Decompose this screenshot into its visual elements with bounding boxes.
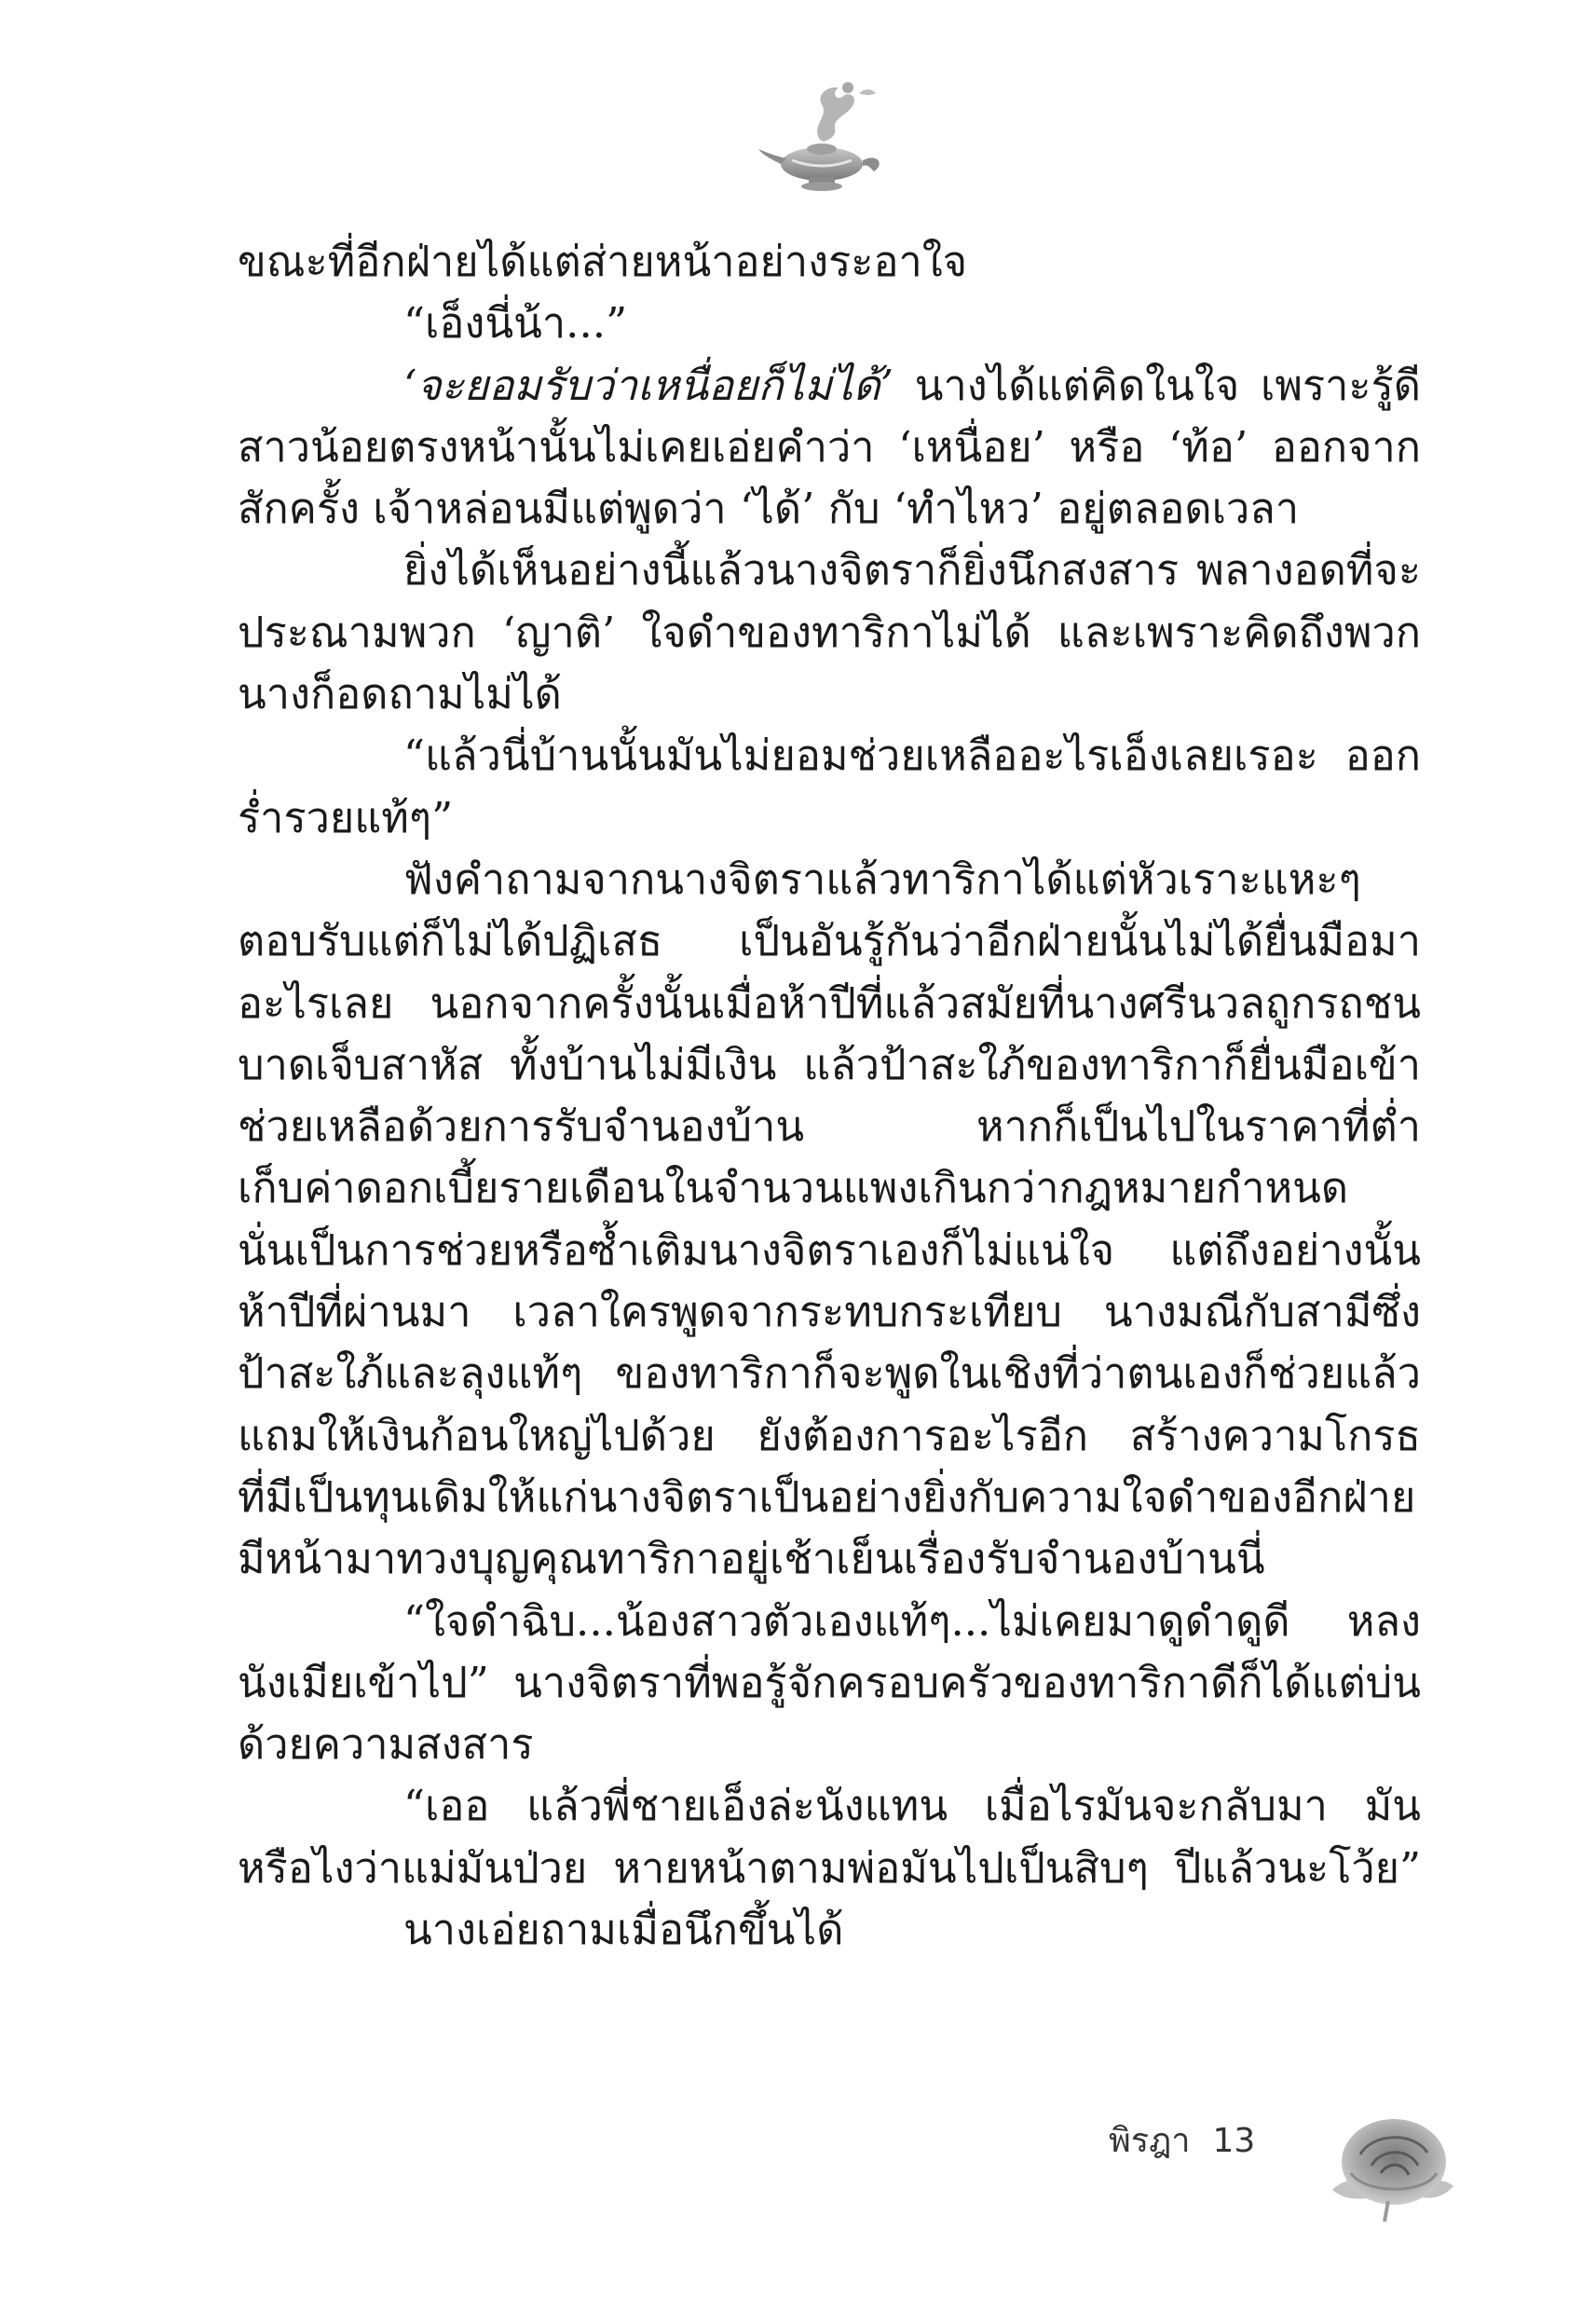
text-line — [238, 1034, 1421, 1096]
line-text: ร่ำรวยแท้ๆ” — [238, 792, 454, 842]
text-line — [238, 663, 1421, 725]
page-number: 13 — [1212, 2122, 1256, 2160]
text-line — [238, 602, 1421, 663]
text-line — [238, 787, 1421, 849]
line-text: ตอบรับแต่ก็ไม่ได้ปฏิเสธ เป็นอันรู้กันว่าอีกฝ่ายนั้นไม่ได้ยื่นมือมา — [238, 916, 1421, 966]
line-text: “เออ แล้วพี่ชายเอ็งล่ะนังแทน เมื่อไรมันจะกลับมา มัน — [403, 1781, 1421, 1831]
text-line — [238, 1528, 1421, 1590]
text-line — [238, 1405, 1421, 1467]
line-text: ป้าสะใภ้และลุงแท้ๆ ของทาริกาก็จะพูดในเชิงที่ว่าตนเองก็ช่วยแล้ว — [238, 1348, 1421, 1399]
line-text: นางเอ่ยถามเมื่อนึกขึ้นได้ — [403, 1905, 844, 1955]
text-line — [238, 417, 1421, 478]
line-text: ห้าปีที่ผ่านมา เวลาใครพูดจากระทบกระเทียบ นางมณีกับสามีซึ่ง — [238, 1287, 1421, 1337]
line-text: มีหน้ามาทวงบุญคุณทาริกาอยู่เช้าเย็นเรื่องรับจำนองบ้านนี่ — [238, 1534, 1265, 1584]
line-text: เก็บค่าดอกเบี้ยรายเดือนในจำนวนแพงเกินกว่ากฎหมายกำหนด — [238, 1163, 1349, 1213]
line-text: ยิ่งได้เห็นอย่างนี้แล้วนางจิตราก็ยิ่งนึกสงสาร พลางอดที่จะ — [403, 545, 1421, 595]
page-footer — [1109, 2097, 1500, 2255]
text-line — [238, 1775, 1421, 1837]
line-text: ช่วยเหลือด้วยการรับจำนองบ้าน หากก็เป็นไปในราคาที่ต่ำ — [238, 1101, 1421, 1152]
text-line — [238, 849, 1421, 910]
text-line — [238, 1838, 1421, 1899]
line-text: แถมให้เงินก้อนใหญ่ไปด้วย ยังต้องการอะไรอีก สร้างความโกรธ — [238, 1410, 1421, 1460]
line-text: อะไรเลย นอกจากครั้งนั้นเมื่อห้าปีที่แล้วสมัยที่นางศรีนวลถูกรถชน — [238, 978, 1421, 1028]
text-line — [238, 355, 1421, 417]
text-line — [238, 1343, 1421, 1404]
text-line — [238, 1467, 1421, 1528]
line-text: ด้วยความสงสาร — [238, 1719, 534, 1770]
book-title: พิรฎา — [1109, 2122, 1191, 2160]
text-line — [238, 231, 1421, 293]
text-line — [238, 1157, 1421, 1219]
line-text: ประณามพวก ‘ญาติ’ ใจดำของทาริกาไม่ได้ และเพราะคิดถึงพวก — [238, 607, 1421, 657]
line-text: นังเมียเข้าไป” นางจิตราที่พอรู้จักครอบครัวของทาริกาดีก็ได้แต่บ่น — [238, 1657, 1421, 1707]
italic-phrase: ‘จะยอมรับว่าเหนื่อยก็ไม่ได้’ — [403, 360, 894, 410]
text-line — [238, 478, 1421, 540]
line-text: “เอ็งนี่น้า...” — [403, 298, 628, 349]
line-text: สักครั้ง เจ้าหล่อนมีแต่พูดว่า ‘ได้’ กับ ‘ทำไหว’ อยู่ตลอดเวลา — [238, 484, 1300, 534]
line-text: นั่นเป็นการช่วยหรือซ้ำเติมนางจิตราเองก็ไม่แน่ใจ แต่ถึงอย่างนั้น — [238, 1224, 1421, 1275]
line-text: “ใจดำฉิบ...น้องสาวตัวเองแท้ๆ...ไม่เคยมาดูดำดูดี หลง — [403, 1595, 1421, 1646]
text-line — [238, 725, 1421, 786]
text-line — [238, 293, 1421, 354]
chapter-body-text — [238, 231, 1421, 1961]
text-line — [238, 1714, 1421, 1775]
line-text: ฟังคำถามจากนางจิตราแล้วทาริกาได้แต่หัวเราะแหะๆ — [403, 854, 1361, 904]
text-line — [238, 1096, 1421, 1157]
line-text: บาดเจ็บสาหัส ทั้งบ้านไม่มีเงิน แล้วป้าสะใภ้ของทาริกาก็ยื่นมือเข้า — [238, 1039, 1421, 1089]
genie-lamp-icon — [755, 75, 894, 196]
text-line — [238, 540, 1421, 601]
text-line — [238, 973, 1421, 1034]
line-text: สาวน้อยตรงหน้านั้นไม่เคยเอ่ยคำว่า ‘เหนื่อย’ หรือ ‘ท้อ’ ออกจาก — [238, 421, 1421, 472]
text-line — [238, 1220, 1421, 1281]
line-text: ขณะที่อีกฝ่ายได้แต่ส่ายหน้าอย่างระอาใจ — [238, 237, 968, 286]
line-text: “แล้วนี่บ้านนั้นมันไม่ยอมช่วยเหลืออะไรเอ็งเลยเรอะ ออก — [403, 731, 1421, 781]
text-line — [238, 1899, 1421, 1961]
line-text: หรือไงว่าแม่มันป่วย หายหน้าตามพ่อมันไปเป็นสิบๆ ปีแล้วนะโว้ย” — [238, 1842, 1421, 1893]
rose-icon — [1323, 2097, 1463, 2227]
line-text: นางก็อดถามไม่ได้ — [238, 669, 562, 719]
text-line — [238, 1652, 1421, 1714]
line-text: ที่มีเป็นทุนเดิมให้แก่นางจิตราเป็นอย่างยิ่งกับความใจดำของอีกฝ่าย — [238, 1471, 1416, 1522]
text-line — [238, 1591, 1421, 1652]
line-text: นางได้แต่คิดในใจ เพราะรู้ดี — [914, 360, 1421, 410]
text-line — [238, 1281, 1421, 1343]
text-line — [238, 910, 1421, 972]
footer-label — [1109, 2113, 1277, 2167]
